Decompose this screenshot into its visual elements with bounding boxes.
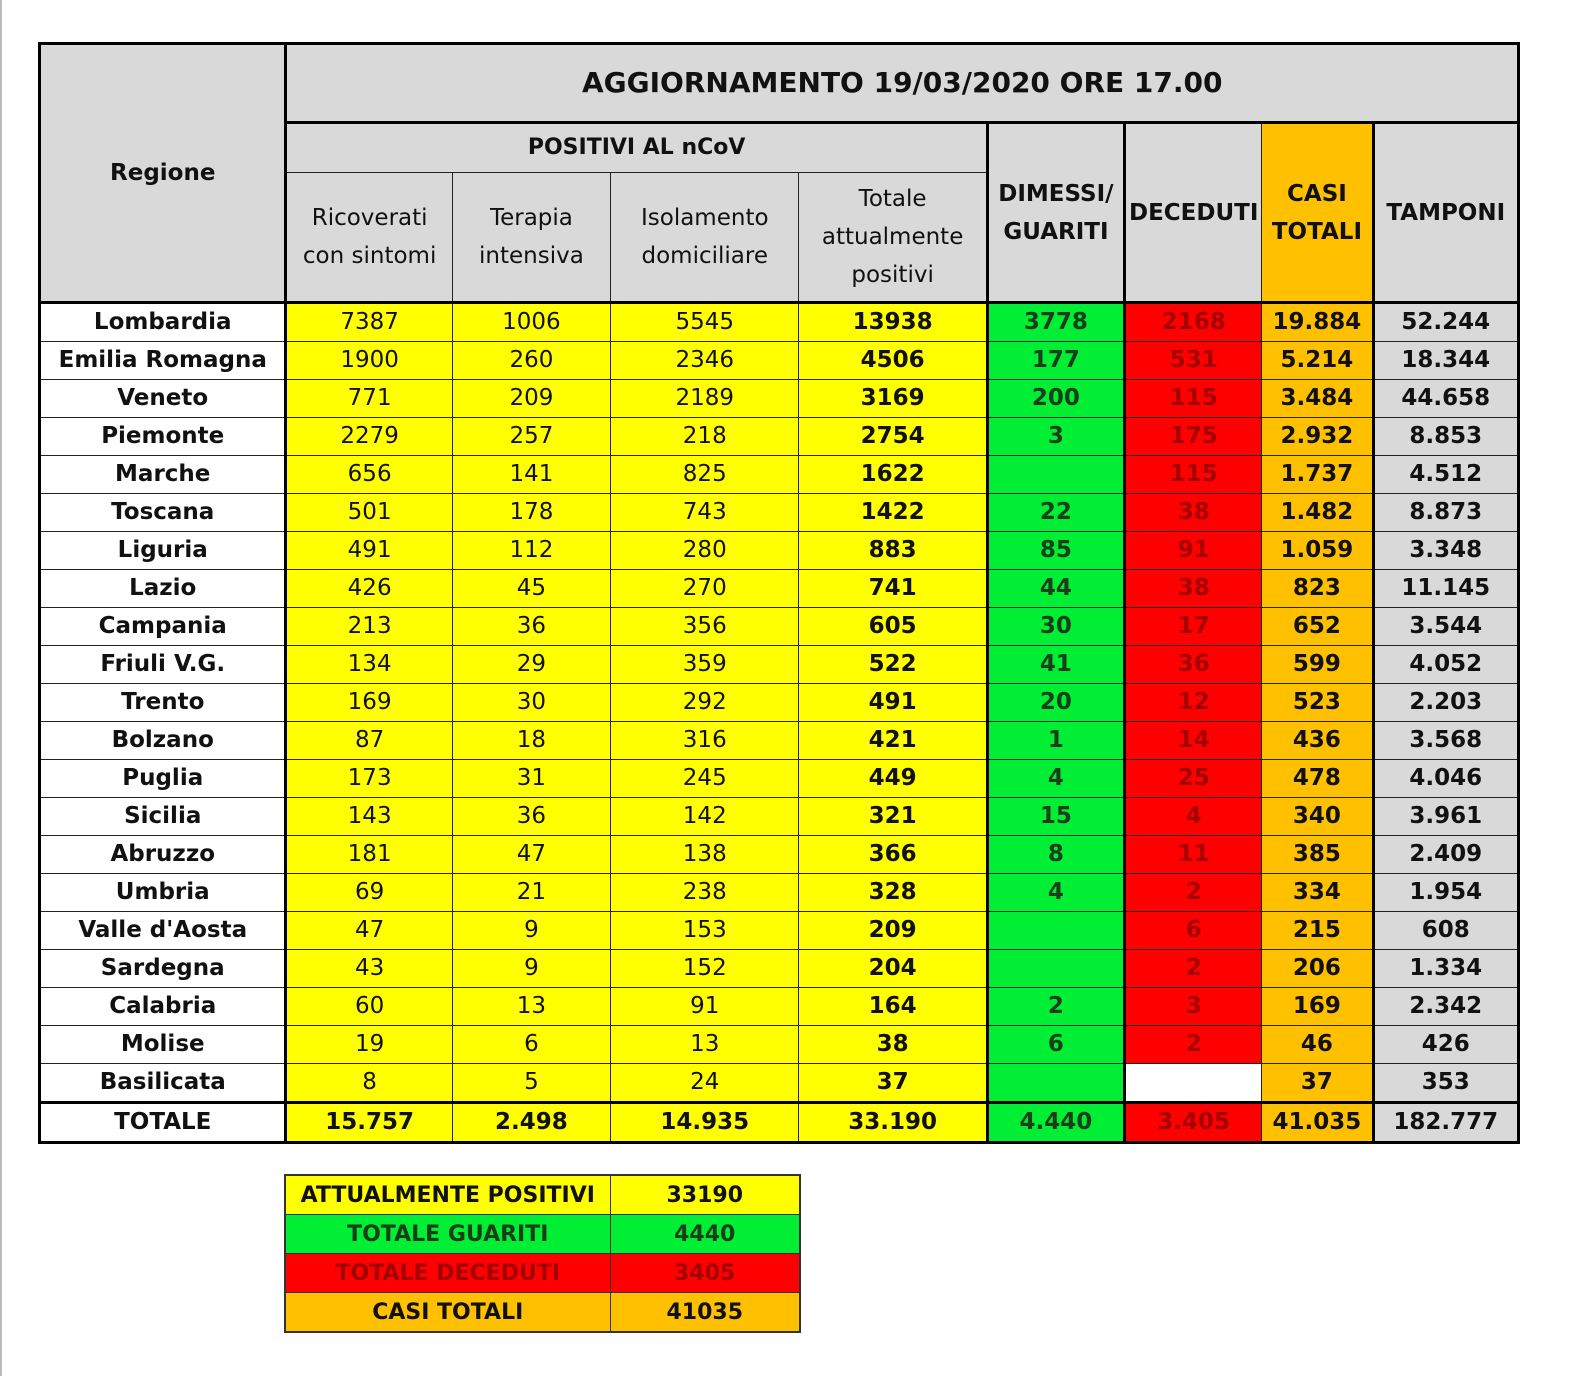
table-row <box>40 760 1519 798</box>
cell-totale-positivi: 204 <box>799 950 987 988</box>
cell-dimessi: 41 <box>987 646 1124 684</box>
cell-terapia: 36 <box>452 608 610 646</box>
cell-terapia: 112 <box>452 532 610 570</box>
header-totale-positivi-line3: positivi <box>851 262 934 288</box>
cell-casi-totali: 206 <box>1262 950 1373 988</box>
table-title: AGGIORNAMENTO 19/03/2020 ORE 17.00 <box>286 44 1519 123</box>
summary-row <box>285 1254 800 1293</box>
header-dimessi-line2: GUARITI <box>1003 218 1109 245</box>
cell-terapia: 36 <box>452 798 610 836</box>
cell-ricoverati: 69 <box>286 874 452 912</box>
summary-row <box>285 1293 800 1333</box>
covid-regional-table <box>38 42 1520 1144</box>
cell-terapia: 209 <box>452 380 610 418</box>
table-row <box>40 874 1519 912</box>
header-casi-totali <box>1262 123 1373 303</box>
cell-deceduti: 2 <box>1125 950 1262 988</box>
cell-isolamento: 153 <box>611 912 799 950</box>
cell-dimessi: 6 <box>987 1026 1124 1064</box>
cell-terapia: 6 <box>452 1026 610 1064</box>
cell-casi-totali: 3.484 <box>1262 380 1373 418</box>
total-terapia: 2.498 <box>452 1103 610 1143</box>
cell-dimessi: 177 <box>987 342 1124 380</box>
cell-regione: Puglia <box>40 760 286 798</box>
cell-tamponi: 18.344 <box>1373 342 1518 380</box>
cell-isolamento: 743 <box>611 494 799 532</box>
header-isolamento-line2: domiciliare <box>641 243 768 269</box>
cell-deceduti: 38 <box>1125 570 1262 608</box>
cell-ricoverati: 2279 <box>286 418 452 456</box>
cell-tamponi: 2.342 <box>1373 988 1518 1026</box>
cell-dimessi: 200 <box>987 380 1124 418</box>
cell-tamponi: 11.145 <box>1373 570 1518 608</box>
cell-isolamento: 13 <box>611 1026 799 1064</box>
total-deceduti: 3.405 <box>1125 1103 1262 1143</box>
cell-dimessi <box>987 456 1124 494</box>
cell-totale-positivi: 1622 <box>799 456 987 494</box>
cell-casi-totali: 478 <box>1262 760 1373 798</box>
cell-tamponi: 2.203 <box>1373 684 1518 722</box>
cell-isolamento: 152 <box>611 950 799 988</box>
cell-tamponi: 8.873 <box>1373 494 1518 532</box>
table-total <box>40 1103 1519 1143</box>
cell-tamponi: 4.512 <box>1373 456 1518 494</box>
cell-terapia: 29 <box>452 646 610 684</box>
table-row <box>40 1026 1519 1064</box>
table-row <box>40 494 1519 532</box>
cell-terapia: 31 <box>452 760 610 798</box>
cell-deceduti: 25 <box>1125 760 1262 798</box>
cell-casi-totali: 823 <box>1262 570 1373 608</box>
cell-terapia: 9 <box>452 950 610 988</box>
cell-terapia: 1006 <box>452 303 610 342</box>
cell-dimessi: 22 <box>987 494 1124 532</box>
cell-dimessi: 3778 <box>987 303 1124 342</box>
cell-dimessi: 4 <box>987 874 1124 912</box>
cell-ricoverati: 19 <box>286 1026 452 1064</box>
total-dimessi: 4.440 <box>987 1103 1124 1143</box>
cell-regione: Umbria <box>40 874 286 912</box>
cell-ricoverati: 87 <box>286 722 452 760</box>
cell-totale-positivi: 164 <box>799 988 987 1026</box>
cell-isolamento: 142 <box>611 798 799 836</box>
cell-deceduti: 91 <box>1125 532 1262 570</box>
cell-casi-totali: 340 <box>1262 798 1373 836</box>
cell-casi-totali: 334 <box>1262 874 1373 912</box>
table-row <box>40 570 1519 608</box>
cell-casi-totali: 215 <box>1262 912 1373 950</box>
cell-isolamento: 5545 <box>611 303 799 342</box>
summary-value: 33190 <box>610 1175 800 1215</box>
total-tamponi: 182.777 <box>1373 1103 1518 1143</box>
total-label: TOTALE <box>40 1103 286 1143</box>
cell-casi-totali: 46 <box>1262 1026 1373 1064</box>
cell-tamponi: 3.348 <box>1373 532 1518 570</box>
cell-tamponi: 2.409 <box>1373 836 1518 874</box>
table-body <box>40 303 1519 1103</box>
cell-regione: Basilicata <box>40 1064 286 1103</box>
summary-row <box>285 1175 800 1215</box>
table-row <box>40 380 1519 418</box>
cell-isolamento: 238 <box>611 874 799 912</box>
header-tamponi: TAMPONI <box>1373 123 1518 303</box>
cell-totale-positivi: 321 <box>799 798 987 836</box>
table-row <box>40 950 1519 988</box>
cell-ricoverati: 47 <box>286 912 452 950</box>
cell-terapia: 45 <box>452 570 610 608</box>
total-totale-positivi: 33.190 <box>799 1103 987 1143</box>
header-terapia-line2: intensiva <box>479 243 584 269</box>
header-totale-positivi <box>799 173 987 303</box>
cell-regione: Toscana <box>40 494 286 532</box>
cell-regione: Abruzzo <box>40 836 286 874</box>
cell-tamponi: 3.568 <box>1373 722 1518 760</box>
cell-ricoverati: 181 <box>286 836 452 874</box>
summary-row <box>285 1215 800 1254</box>
table-row <box>40 532 1519 570</box>
cell-casi-totali: 599 <box>1262 646 1373 684</box>
cell-regione: Calabria <box>40 988 286 1026</box>
cell-regione: Bolzano <box>40 722 286 760</box>
cell-regione: Campania <box>40 608 286 646</box>
cell-totale-positivi: 449 <box>799 760 987 798</box>
cell-totale-positivi: 605 <box>799 608 987 646</box>
cell-totale-positivi: 328 <box>799 874 987 912</box>
cell-casi-totali: 37 <box>1262 1064 1373 1103</box>
cell-deceduti: 6 <box>1125 912 1262 950</box>
cell-ricoverati: 7387 <box>286 303 452 342</box>
page-edge-line <box>0 0 2 1376</box>
cell-regione: Piemonte <box>40 418 286 456</box>
cell-dimessi <box>987 950 1124 988</box>
header-isolamento <box>611 173 799 303</box>
cell-totale-positivi: 3169 <box>799 380 987 418</box>
summary-value: 41035 <box>610 1293 800 1333</box>
cell-regione: Lombardia <box>40 303 286 342</box>
cell-terapia: 257 <box>452 418 610 456</box>
cell-tamponi: 4.052 <box>1373 646 1518 684</box>
cell-dimessi: 85 <box>987 532 1124 570</box>
cell-terapia: 5 <box>452 1064 610 1103</box>
cell-ricoverati: 8 <box>286 1064 452 1103</box>
header-terapia <box>452 173 610 303</box>
cell-terapia: 21 <box>452 874 610 912</box>
cell-ricoverati: 213 <box>286 608 452 646</box>
total-ricoverati: 15.757 <box>286 1103 452 1143</box>
cell-dimessi: 15 <box>987 798 1124 836</box>
cell-casi-totali: 1.737 <box>1262 456 1373 494</box>
cell-regione: Emilia Romagna <box>40 342 286 380</box>
cell-ricoverati: 143 <box>286 798 452 836</box>
cell-terapia: 30 <box>452 684 610 722</box>
cell-ricoverati: 501 <box>286 494 452 532</box>
cell-casi-totali: 1.482 <box>1262 494 1373 532</box>
cell-isolamento: 280 <box>611 532 799 570</box>
total-isolamento: 14.935 <box>611 1103 799 1143</box>
cell-terapia: 18 <box>452 722 610 760</box>
cell-tamponi: 1.954 <box>1373 874 1518 912</box>
cell-tamponi: 8.853 <box>1373 418 1518 456</box>
cell-deceduti: 2 <box>1125 1026 1262 1064</box>
cell-casi-totali: 19.884 <box>1262 303 1373 342</box>
cell-casi-totali: 652 <box>1262 608 1373 646</box>
cell-ricoverati: 426 <box>286 570 452 608</box>
summary-label: CASI TOTALI <box>285 1293 610 1333</box>
cell-dimessi: 3 <box>987 418 1124 456</box>
cell-ricoverati: 134 <box>286 646 452 684</box>
cell-regione: Sicilia <box>40 798 286 836</box>
cell-deceduti: 175 <box>1125 418 1262 456</box>
cell-ricoverati: 1900 <box>286 342 452 380</box>
cell-isolamento: 270 <box>611 570 799 608</box>
cell-ricoverati: 60 <box>286 988 452 1026</box>
table-row <box>40 912 1519 950</box>
cell-regione: Liguria <box>40 532 286 570</box>
cell-tamponi: 3.961 <box>1373 798 1518 836</box>
summary-value: 4440 <box>610 1215 800 1254</box>
cell-deceduti: 3 <box>1125 988 1262 1026</box>
table-row <box>40 798 1519 836</box>
cell-terapia: 260 <box>452 342 610 380</box>
header-dimessi-line1: DIMESSI/ <box>998 180 1114 207</box>
cell-deceduti: 11 <box>1125 836 1262 874</box>
cell-casi-totali: 385 <box>1262 836 1373 874</box>
cell-ricoverati: 771 <box>286 380 452 418</box>
cell-tamponi: 608 <box>1373 912 1518 950</box>
summary-label: TOTALE GUARITI <box>285 1215 610 1254</box>
cell-deceduti: 38 <box>1125 494 1262 532</box>
cell-isolamento: 356 <box>611 608 799 646</box>
cell-regione: Valle d'Aosta <box>40 912 286 950</box>
table-row <box>40 684 1519 722</box>
cell-tamponi: 426 <box>1373 1026 1518 1064</box>
cell-regione: Lazio <box>40 570 286 608</box>
cell-regione: Marche <box>40 456 286 494</box>
cell-isolamento: 218 <box>611 418 799 456</box>
header-ricoverati-line2: con sintomi <box>302 243 437 269</box>
cell-totale-positivi: 491 <box>799 684 987 722</box>
summary-body <box>285 1175 800 1332</box>
cell-deceduti: 12 <box>1125 684 1262 722</box>
header-casi-totali-line2: TOTALI <box>1271 218 1363 245</box>
table-row <box>40 456 1519 494</box>
cell-isolamento: 91 <box>611 988 799 1026</box>
cell-isolamento: 245 <box>611 760 799 798</box>
header-regione: Regione <box>40 44 286 303</box>
cell-totale-positivi: 13938 <box>799 303 987 342</box>
cell-regione: Molise <box>40 1026 286 1064</box>
header-ricoverati-line1: Ricoverati <box>311 205 428 231</box>
summary-label: ATTUALMENTE POSITIVI <box>285 1175 610 1215</box>
cell-deceduti: 115 <box>1125 456 1262 494</box>
cell-totale-positivi: 366 <box>799 836 987 874</box>
cell-dimessi <box>987 912 1124 950</box>
table-row <box>40 1064 1519 1103</box>
cell-tamponi: 44.658 <box>1373 380 1518 418</box>
cell-deceduti: 115 <box>1125 380 1262 418</box>
cell-dimessi: 44 <box>987 570 1124 608</box>
cell-totale-positivi: 209 <box>799 912 987 950</box>
cell-regione: Trento <box>40 684 286 722</box>
cell-isolamento: 292 <box>611 684 799 722</box>
table-row <box>40 988 1519 1026</box>
cell-dimessi: 1 <box>987 722 1124 760</box>
header-totale-positivi-line1: Totale <box>858 186 927 212</box>
header-casi-totali-line1: CASI <box>1287 180 1347 207</box>
cell-deceduti: 531 <box>1125 342 1262 380</box>
table-row <box>40 608 1519 646</box>
cell-isolamento: 2189 <box>611 380 799 418</box>
cell-dimessi: 8 <box>987 836 1124 874</box>
cell-totale-positivi: 38 <box>799 1026 987 1064</box>
cell-isolamento: 2346 <box>611 342 799 380</box>
cell-terapia: 47 <box>452 836 610 874</box>
cell-casi-totali: 1.059 <box>1262 532 1373 570</box>
cell-dimessi: 2 <box>987 988 1124 1026</box>
cell-casi-totali: 169 <box>1262 988 1373 1026</box>
cell-totale-positivi: 2754 <box>799 418 987 456</box>
total-casi-totali: 41.035 <box>1262 1103 1373 1143</box>
cell-ricoverati: 43 <box>286 950 452 988</box>
table-row <box>40 418 1519 456</box>
header-isolamento-line1: Isolamento <box>640 205 769 231</box>
table-row <box>40 836 1519 874</box>
cell-tamponi: 52.244 <box>1373 303 1518 342</box>
cell-dimessi: 20 <box>987 684 1124 722</box>
cell-ricoverati: 173 <box>286 760 452 798</box>
cell-totale-positivi: 522 <box>799 646 987 684</box>
cell-deceduti: 2 <box>1125 874 1262 912</box>
cell-casi-totali: 2.932 <box>1262 418 1373 456</box>
header-totale-positivi-line2: attualmente <box>821 224 964 250</box>
cell-regione: Friuli V.G. <box>40 646 286 684</box>
cell-terapia: 9 <box>452 912 610 950</box>
cell-tamponi: 4.046 <box>1373 760 1518 798</box>
cell-casi-totali: 5.214 <box>1262 342 1373 380</box>
table-row <box>40 342 1519 380</box>
cell-ricoverati: 656 <box>286 456 452 494</box>
cell-ricoverati: 169 <box>286 684 452 722</box>
table-row <box>40 303 1519 342</box>
cell-totale-positivi: 1422 <box>799 494 987 532</box>
cell-isolamento: 138 <box>611 836 799 874</box>
table-row <box>40 722 1519 760</box>
cell-totale-positivi: 883 <box>799 532 987 570</box>
cell-isolamento: 825 <box>611 456 799 494</box>
cell-deceduti: 2168 <box>1125 303 1262 342</box>
cell-totale-positivi: 4506 <box>799 342 987 380</box>
cell-totale-positivi: 37 <box>799 1064 987 1103</box>
header-positivi-group: POSITIVI AL nCoV <box>286 123 987 173</box>
cell-totale-positivi: 421 <box>799 722 987 760</box>
cell-isolamento: 24 <box>611 1064 799 1103</box>
cell-casi-totali: 523 <box>1262 684 1373 722</box>
cell-dimessi: 4 <box>987 760 1124 798</box>
cell-terapia: 13 <box>452 988 610 1026</box>
cell-isolamento: 359 <box>611 646 799 684</box>
cell-terapia: 178 <box>452 494 610 532</box>
header-ricoverati <box>286 173 452 303</box>
cell-dimessi: 30 <box>987 608 1124 646</box>
table-row <box>40 646 1519 684</box>
cell-tamponi: 1.334 <box>1373 950 1518 988</box>
cell-tamponi: 353 <box>1373 1064 1518 1103</box>
summary-value: 3405 <box>610 1254 800 1293</box>
cell-ricoverati: 491 <box>286 532 452 570</box>
total-row <box>40 1103 1519 1143</box>
summary-label: TOTALE DECEDUTI <box>285 1254 610 1293</box>
cell-casi-totali: 436 <box>1262 722 1373 760</box>
cell-deceduti: 4 <box>1125 798 1262 836</box>
cell-isolamento: 316 <box>611 722 799 760</box>
cell-deceduti: 17 <box>1125 608 1262 646</box>
cell-terapia: 141 <box>452 456 610 494</box>
summary-table <box>284 1174 801 1333</box>
cell-tamponi: 3.544 <box>1373 608 1518 646</box>
cell-deceduti: 14 <box>1125 722 1262 760</box>
cell-dimessi <box>987 1064 1124 1103</box>
cell-deceduti <box>1125 1064 1262 1103</box>
header-dimessi <box>987 123 1124 303</box>
header-deceduti: DECEDUTI <box>1125 123 1262 303</box>
cell-regione: Sardegna <box>40 950 286 988</box>
cell-regione: Veneto <box>40 380 286 418</box>
header-terapia-line1: Terapia <box>489 205 573 231</box>
cell-deceduti: 36 <box>1125 646 1262 684</box>
cell-totale-positivi: 741 <box>799 570 987 608</box>
